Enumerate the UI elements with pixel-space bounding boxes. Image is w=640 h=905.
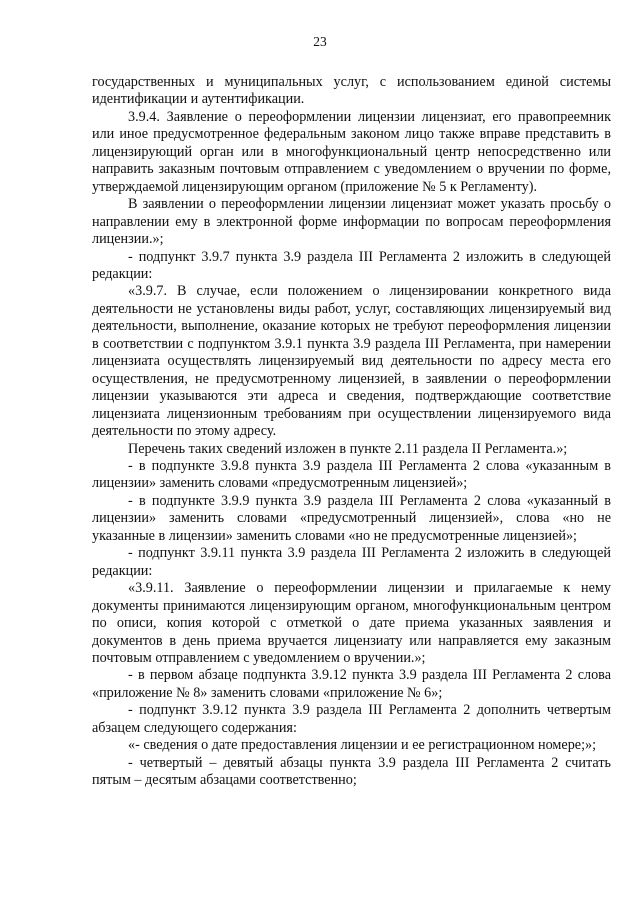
paragraph: «3.9.11. Заявление о переоформлении лицензии и прилагаемые к нему документы принимаются лицензирующим органом, многофункциональным центром по описи, копия которой с отметкой о дате приема указанных заявления и документов в день приема вручается лицензиату или направляется ему заказным почтовым отправлением с уведомлением о вручении.»; — [92, 580, 611, 666]
paragraph: - подпункт 3.9.7 пункта 3.9 раздела III Регламента 2 изложить в следующей редакции: — [92, 248, 611, 282]
paragraph: - в подпункте 3.9.8 пункта 3.9 раздела III Регламента 2 слова «указанным в лицензии» заменить словами «предусмотренным лицензией»; — [92, 457, 611, 492]
paragraph: государственных и муниципальных услуг, с использованием единой системы идентификации и аутентификации. — [92, 74, 611, 108]
document-body — [92, 74, 611, 790]
paragraph: 3.9.4. Заявление о переоформлении лицензии лицензиат, его правопреемник или иное предусмотренное федеральным законом лицо также вправе представить в лицензирующий орган или в многофункциональный центр непосредственно или направить заказным почтовым отправлением с уведомлением о вручении по форме, утверждаемой лицензирующим органом (приложение № 5 к Регламенту). — [92, 108, 611, 195]
paragraph: - подпункт 3.9.11 пункта 3.9 раздела III Регламента 2 изложить в следующей редакции: — [92, 545, 611, 579]
paragraph: - в первом абзаце подпункта 3.9.12 пункта 3.9 раздела III Регламента 2 слова «приложение № 8» заменить словами «приложение № 6»; — [92, 667, 611, 701]
paragraph: В заявлении о переоформлении лицензии лицензиат может указать просьбу о направлении ему в электронной форме информации по вопросам переоформления лицензии.»; — [92, 196, 611, 248]
page-number: 23 — [313, 34, 327, 49]
paragraph: «- сведения о дате предоставления лицензии и ее регистрационном номере;»; — [128, 737, 597, 754]
paragraph: - в подпункте 3.9.9 пункта 3.9 раздела III Регламента 2 слова «указанный в лицензии» заменить словами «предусмотренный лицензией», слова «но не указанные в лицензии» заменить словами «но не предусмотренные лицензией»; — [92, 492, 611, 544]
paragraph: - подпункт 3.9.12 пункта 3.9 раздела III Регламента 2 дополнить четвертым абзацем следующего содержания: — [92, 702, 611, 736]
paragraph: Перечень таких сведений изложен в пункте 2.11 раздела II Регламента.»; — [128, 440, 568, 457]
paragraph: - четвертый – девятый абзацы пункта 3.9 раздела III Регламента 2 считать пятым – десятым абзацами соответственно; — [92, 754, 611, 789]
paragraph: «3.9.7. В случае, если положением о лицензировании конкретного вида деятельности не установлены виды работ, услуг, составляющих лицензируемый вид деятельности, выполнение, оказание которых не требуют переоформления лицензии в соответствии с подпунктом 3.9.1 пункта 3.9 раздела III Регламента, при намерении лицензиата осуществлять лицензируемый вид деятельности по адресу места его осуществления, не предусмотренному лицензией, в заявлении о переоформлении лицензии указываются эти адреса и сведения, подтверждающие соответствие лицензиата лицензионным требованиям при осуществлении лицензируемого вида деятельности по этому адресу. — [92, 283, 611, 440]
